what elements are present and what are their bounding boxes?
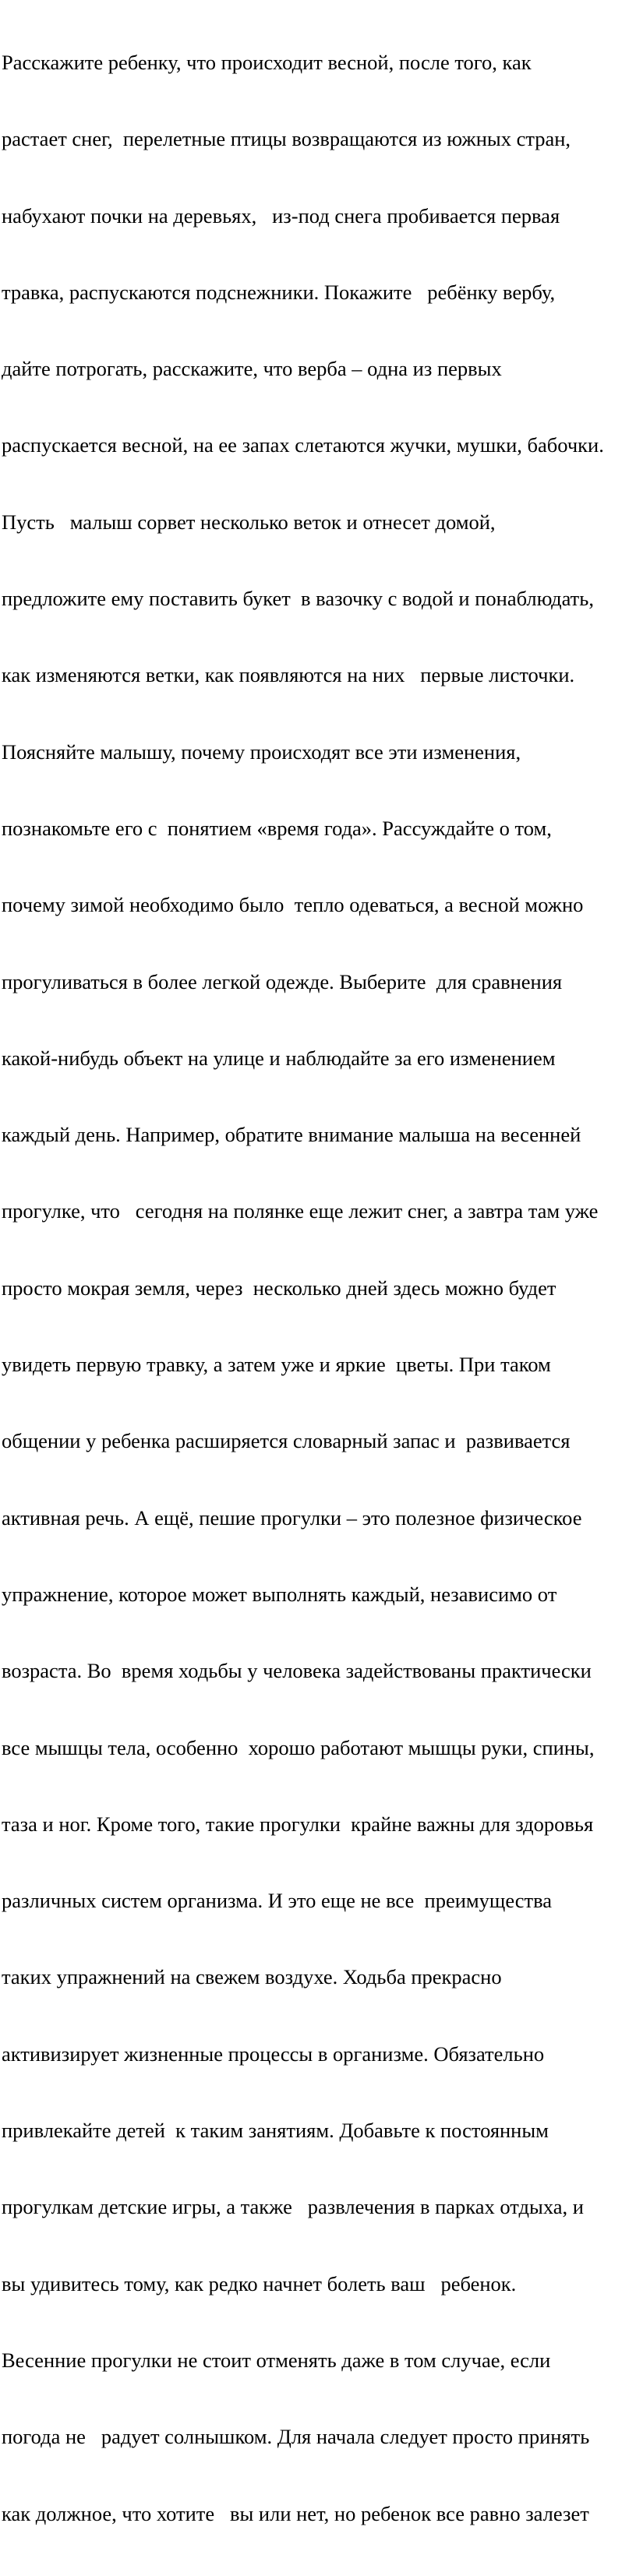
- text-line: активизирует жизненные процессы в организме. Обязательно: [2, 2041, 545, 2066]
- text-line: распускается весной, на ее запах слетаются жучки, мушки, бабочки.: [2, 433, 604, 457]
- text-line: возраста. Во время ходьбы у человека задействованы практически: [2, 1659, 592, 1683]
- text-line: увидеть первую травку, а затем уже и яркие цветы. При таком: [2, 1353, 551, 1377]
- text-line: таза и ног. Кроме того, такие прогулки крайне важны для здоровья: [2, 1812, 594, 1836]
- text-line: Расскажите ребенку, что происходит весной, после того, как: [2, 51, 532, 74]
- text-line: погода не радует солнышком. Для начала следует просто принять: [2, 2425, 590, 2449]
- text-line: каждый день. Например, обратите внимание малыша на весенней: [2, 1123, 581, 1147]
- text-line: набухают почки на деревьях, из-под снега пробивается первая: [2, 203, 560, 228]
- text-line: Пусть малыш сорвет несколько веток и отнесет домой,: [2, 510, 496, 534]
- text-line: вы удивитесь тому, как редко начнет болеть ваш ребенок.: [2, 2271, 517, 2295]
- text-line: общении у ребенка расширяется словарный запас и развивается: [2, 1429, 571, 1453]
- text-line: познакомьте его с понятием «время года». Рассуждайте о том,: [2, 816, 552, 840]
- text-line: какой-нибудь объект на улице и наблюдайте за его изменением: [2, 1046, 556, 1070]
- text-line: травка, распускаются подснежники. Покажите ребёнку вербу,: [2, 280, 556, 304]
- text-line: таких упражнений на свежем воздухе. Ходьба прекрасно: [2, 1965, 502, 1989]
- text-line: как должное, что хотите вы или нет, но ребенок все равно залезет: [2, 2501, 589, 2525]
- text-line: различных систем организма. И это еще не все преимущества: [2, 1889, 553, 1913]
- text-line: дайте потрогать, расскажите, что верба – одна из первых: [2, 357, 502, 381]
- text-line: активная речь. А ещё, пешие прогулки – это полезное физическое: [2, 1505, 582, 1530]
- body-text: [2, 0, 636, 2576]
- text-line: как изменяются ветки, как появляются на них первые листочки.: [2, 663, 575, 687]
- text-line: прогулке, что сегодня на полянке еще лежит снег, а завтра там уже: [2, 1199, 599, 1223]
- text-line: почему зимой необходимо было тепло одеваться, а весной можно: [2, 893, 584, 917]
- text-line: прогуливаться в более легкой одежде. Выберите для сравнения: [2, 969, 563, 993]
- text-line: все мышцы тела, особенно хорошо работают мышцы руки, спины,: [2, 1735, 595, 1759]
- text-line: предложите ему поставить букет в вазочку с водой и понаблюдать,: [2, 587, 594, 611]
- text-line: Весенние прогулки не стоит отменять даже в том случае, если: [2, 2348, 551, 2372]
- text-line: просто мокрая земля, через несколько дней здесь можно будет: [2, 1276, 556, 1300]
- text-line: прогулкам детские игры, а также развлечения в парках отдыха, и: [2, 2195, 584, 2219]
- text-line: растает снег, перелетные птицы возвращаются из южных стран,: [2, 127, 571, 151]
- text-line: Поясняйте малышу, почему происходят все эти изменения,: [2, 739, 521, 764]
- text-line: привлекайте детей к таким занятиям. Добавьте к постоянным: [2, 2119, 549, 2143]
- text-line: упражнение, которое может выполнять каждый, независимо от: [2, 1582, 557, 1606]
